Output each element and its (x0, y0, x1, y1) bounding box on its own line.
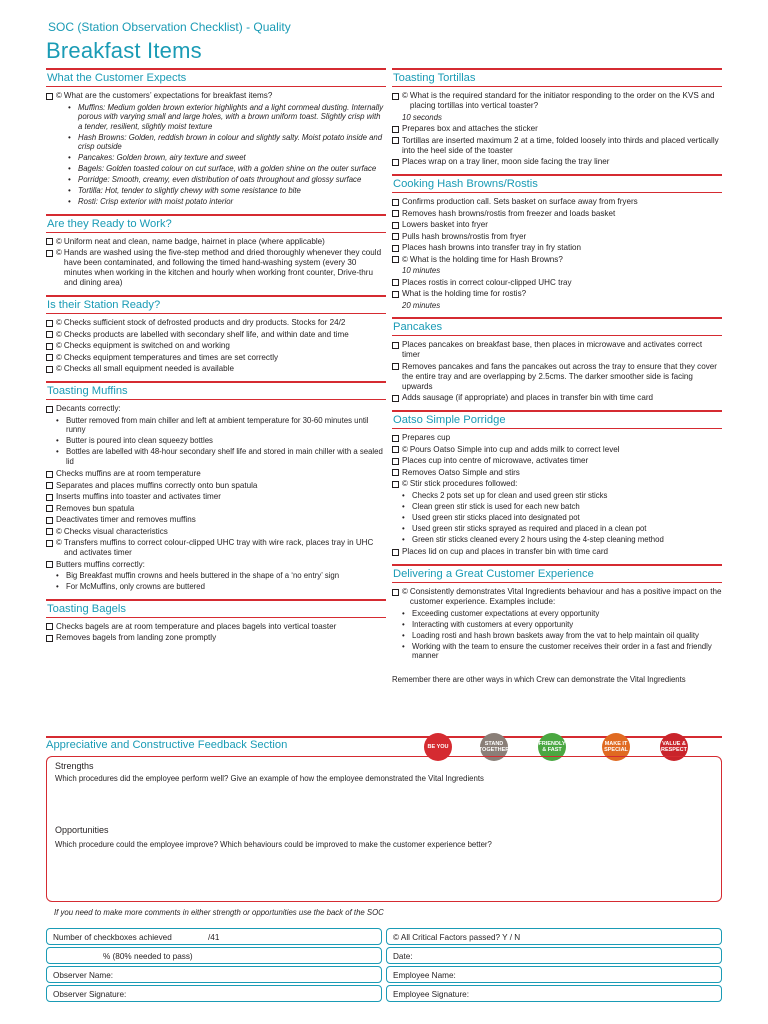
bullet-item (402, 491, 722, 501)
employee-name-label: Employee Name: (393, 971, 456, 980)
checkbox[interactable] (46, 366, 53, 373)
bullet-item (56, 436, 386, 446)
note-text: Remember there are other ways in which Crew can demonstrate the Vital Ingredients (392, 674, 686, 684)
bullet-item (68, 197, 386, 207)
checklist-item-text: What are the customers’ expectations for breakfast items? (63, 91, 273, 100)
bullet-item (402, 502, 722, 512)
checklist-item-text: Tortillas are inserted maximum 2 at a time, folded loosely into thirds and placed vertically into the heel side of the toaster (402, 135, 719, 155)
checkbox[interactable] (46, 494, 53, 501)
bullet-text: Loading rosti and hash brown baskets away from the vat to help maintain oil quality (412, 630, 699, 640)
checklist-item (46, 492, 386, 502)
bullet-text: Big Breakfast muffin crowns and heels buttered in the shape of a ‘no entry’ sign (66, 571, 340, 580)
bullet-item (68, 153, 386, 163)
checklist-item-text: Checks all small equipment needed is available (63, 364, 234, 373)
checkbox[interactable] (392, 481, 399, 488)
percent-label: % (80% needed to pass) (103, 952, 193, 961)
bullet-text: Checks 2 pots set up for clean and used green stir sticks (412, 490, 608, 500)
bullet-icon: • (402, 641, 405, 651)
critical-factor-icon: © (402, 587, 408, 596)
checkbox[interactable] (392, 342, 399, 349)
section-cooking-hash-browns-rostis (392, 174, 722, 310)
bullet-icon: • (68, 153, 71, 162)
checklist-item-text: Places pancakes on breakfast base, then places in microwave and activates correct timer (402, 340, 703, 359)
bullet-icon: • (56, 582, 59, 591)
checklist-item-text: Places hash browns into transfer tray in fry station (402, 243, 582, 252)
employee-signature-field[interactable] (386, 985, 722, 1002)
checklist-item (392, 197, 722, 207)
checklist-item-text: Places wrap on a tray liner, moon side facing the tray liner (402, 157, 610, 166)
bullet-text: Muffins: Medium golden brown exterior highlights and a light cornmeal dusting. Internally porous with varying small and large holes, with a brown uniform toast. Slightly crisp with a tender, resilient, slightly moist texture (78, 102, 384, 131)
checkboxes-achieved-field[interactable] (46, 928, 382, 945)
observer-name-label: Observer Name: (53, 971, 114, 980)
checklist-item (46, 353, 386, 363)
critical-factor-icon: © (56, 538, 62, 547)
section-is-their-station-ready- (46, 295, 386, 374)
checkbox[interactable] (392, 210, 399, 217)
checklist-item (392, 547, 722, 557)
checkbox[interactable] (46, 320, 53, 327)
badge-friendly-fast-icon: FRIENDLY & FAST (538, 733, 566, 761)
bullet-text: Rosti: Crisp exterior with moist potato interior (78, 197, 234, 206)
checklist-item-text: Checks products are labelled with secondary shelf life, and within date and time (63, 329, 349, 339)
checklist-item (392, 479, 722, 489)
checklist-item-text: Butters muffins correctly: (56, 559, 145, 569)
bullet-item (402, 524, 722, 534)
checklist-item-text: Places rostis in correct colour-clipped UHC tray (402, 277, 572, 287)
section-toasting-tortillas (392, 68, 722, 167)
section-heading: Toasting Tortillas (392, 68, 722, 87)
checkbox[interactable] (46, 406, 53, 413)
bullet-icon: • (402, 490, 405, 500)
checklist-item (46, 527, 386, 537)
page-title: Breakfast Items (46, 38, 202, 63)
checklist-item-text: Separates and places muffins correctly onto bun spatula (56, 480, 258, 490)
checkbox[interactable] (46, 238, 53, 245)
checklist-item-text: Inserts muffins into toaster and activates timer (56, 492, 221, 501)
section-heading: Pancakes (392, 317, 722, 336)
critical-factor-icon: © (402, 444, 408, 454)
checklist-item-text: Places lid on cup and places in transfer bin with time card (402, 547, 609, 556)
checklist-item-text: Transfers muffins to correct colour-clipped UHC tray with wire rack, places tray in UHC and activates timer (63, 538, 374, 557)
critical-factor-icon: © (56, 526, 62, 536)
bullet-text: Pancakes: Golden brown, airy texture and sweet (78, 153, 246, 162)
critical-factors-field[interactable] (386, 928, 722, 945)
checklist-item-text: Checks bagels are at room temperature and places bagels into vertical toaster (56, 621, 337, 631)
bullet-item (68, 164, 386, 174)
bullet-text: Green stir sticks cleaned every 2 hours using the 4-step cleaning method (412, 534, 664, 544)
section-are-they-ready-to-work- (46, 214, 386, 289)
checklist-item (392, 456, 722, 466)
section-heading: Toasting Bagels (46, 599, 386, 618)
checklist-item-text: Prepares box and attaches the sticker (402, 124, 538, 133)
critical-factor-icon: © (56, 364, 62, 373)
checkbox[interactable] (392, 458, 399, 465)
answer-text: 10 minutes (402, 266, 441, 275)
section-heading: Cooking Hash Browns/Rostis (392, 174, 722, 193)
checklist-item-text: Removes Oatso Simple and stirs (402, 467, 520, 477)
critical-factor-icon: © (56, 318, 62, 327)
bullet-text: For McMuffins, only crowns are buttered (66, 582, 205, 591)
feedback-heading: Appreciative and Constructive Feedback Section (46, 739, 288, 751)
checkbox[interactable] (392, 199, 399, 206)
bullet-text: Interacting with customers at every opportunity (412, 619, 574, 629)
checklist-item-text: Confirms production call. Sets basket on surface away from fryers (402, 197, 638, 206)
bullet-text: Tortilla: Hot, tender to slightly chewy with some resistance to bite (78, 186, 301, 195)
checkbox[interactable] (46, 635, 53, 642)
checklist-item-text: Decants correctly: (56, 404, 121, 413)
checkbox[interactable] (392, 549, 399, 556)
checklist-item (392, 157, 722, 167)
checkbox[interactable] (46, 250, 53, 257)
bullet-text: Exceeding customer expectations at every opportunity (412, 608, 600, 618)
checkbox[interactable] (392, 435, 399, 442)
checklist-item (392, 445, 722, 455)
checkbox[interactable] (46, 528, 53, 535)
bullet-list (56, 103, 386, 207)
badge-make-it-special-icon: MAKE IT SPECIAL (602, 733, 630, 761)
checkbox[interactable] (392, 589, 399, 596)
checklist-item-text: Stir stick procedures followed: (409, 479, 518, 488)
checkbox[interactable] (46, 623, 53, 630)
checklist-item-text: Pulls hash browns/rostis from fryer (402, 231, 527, 241)
critical-factor-icon: © (402, 254, 408, 264)
checkbox[interactable] (46, 505, 53, 512)
checkbox[interactable] (392, 469, 399, 476)
critical-factor-icon: © (402, 479, 408, 488)
checklist-item (46, 404, 386, 414)
employee-name-field[interactable] (386, 966, 722, 983)
checkbox[interactable] (392, 233, 399, 240)
bullet-item (402, 513, 722, 523)
bullet-item (402, 631, 722, 641)
badge-stand-together-icon: STAND TOGETHER (480, 733, 508, 761)
checklist-item-text: Lowers basket into fryer (402, 220, 488, 229)
page-subtitle: SOC (Station Observation Checklist) - Quality (48, 20, 291, 34)
checkbox[interactable] (46, 343, 53, 350)
bullet-icon: • (402, 501, 405, 511)
bullet-icon: • (68, 197, 71, 206)
bullet-icon: • (68, 102, 71, 112)
bullet-item (56, 582, 386, 592)
checklist-item (392, 243, 722, 253)
bullet-icon: • (68, 175, 71, 184)
bullet-icon: • (402, 619, 405, 629)
checkboxes-total: /41 (208, 933, 220, 942)
checklist-item-text: What is the holding time for Hash Browns? (409, 254, 563, 264)
checklist-item (392, 433, 722, 443)
bullet-list (56, 416, 386, 467)
checklist-item (392, 468, 722, 478)
section-heading: Oatso Simple Porridge (392, 410, 722, 429)
checkboxes-achieved-label: Number of checkboxes achieved (53, 933, 172, 942)
checklist-item-text: Consistently demonstrates Vital Ingredients behaviour and has a positive impact on the customer experience. Examples include: (409, 587, 722, 606)
bullet-icon: • (402, 608, 405, 618)
checklist-item-text: Prepares cup (402, 433, 451, 442)
checklist-item-text: Removes hash browns/rostis from freezer and loads basket (402, 208, 616, 218)
answer-text: 10 seconds (402, 112, 442, 122)
checklist-item (46, 560, 386, 570)
section-heading: What the Customer Expects (46, 68, 386, 87)
checkbox[interactable] (392, 256, 399, 263)
bullet-text: Working with the team to ensure the customer receives their order in a fast and friendly manner (412, 641, 712, 660)
feedback-box[interactable] (46, 756, 722, 902)
bullet-item (56, 447, 386, 466)
checkbox[interactable] (392, 137, 399, 144)
checklist-item-text: Checks muffins are at room temperature (56, 469, 201, 478)
bullet-icon: • (402, 534, 405, 544)
bullet-item (402, 535, 722, 545)
critical-factor-icon: © (56, 248, 62, 257)
bullet-text: Hash Browns: Golden, reddish brown in colour and slightly salty. Moist potato inside and crisp outside (78, 132, 383, 151)
strengths-label: Strengths (55, 761, 94, 771)
checklist-item-text: Removes bun spatula (56, 503, 135, 513)
checkbox[interactable] (46, 93, 53, 100)
critical-factor-icon: © (56, 91, 62, 100)
checklist-item (392, 91, 722, 111)
checklist-item (46, 469, 386, 479)
answer-text: 20 minutes (402, 300, 441, 310)
checklist-item (392, 136, 722, 156)
bullet-text: Bottles are labelled with 48-hour secondary shelf life and stored in main chiller with a sealed lid (66, 447, 383, 466)
checklist-item-text: Deactivates timer and removes muffins (56, 515, 196, 524)
checklist-item (392, 278, 722, 288)
bullet-item (68, 103, 386, 132)
bullet-item (402, 620, 722, 630)
checklist-item-text: Pours Oatso Simple into cup and adds milk to correct level (409, 444, 620, 454)
checklist-item (46, 504, 386, 514)
bullet-icon: • (56, 436, 59, 445)
bullet-list (56, 571, 386, 592)
bullet-icon: • (402, 523, 405, 533)
bullet-list (402, 609, 722, 661)
bullet-item (402, 609, 722, 619)
employee-signature-label: Employee Signature: (393, 990, 470, 999)
critical-factor-icon: © (56, 352, 62, 362)
checkbox[interactable] (46, 331, 53, 338)
checklist-item (392, 255, 722, 265)
checklist-item-text: Hands are washed using the five-step method and dried thoroughly whenever they could have been contaminated, and following the timed hand-washing system (every 30 minutes when working in the kitchen and hourly when working front counter, Drive-thru and dining area) (63, 248, 382, 287)
section-toasting-bagels (46, 599, 386, 644)
checkbox[interactable] (392, 363, 399, 370)
section-toasting-muffins (46, 381, 386, 592)
checklist-item-text: What is the holding time for rostis? (402, 289, 527, 298)
section-oatso-simple-porridge (392, 410, 722, 557)
critical-factor-icon: © (56, 341, 62, 350)
checklist-item (392, 220, 722, 230)
critical-factor-icon: © (56, 329, 62, 339)
checklist-item (392, 393, 722, 403)
checkbox[interactable] (46, 517, 53, 524)
bullet-item (68, 133, 386, 152)
checklist-item-text: Removes pancakes and fans the pancakes out across the tray to ensure that they cover the entire tray and are overlapping by 2.5cms. The darker smoother side is facing upwards (402, 361, 717, 391)
bullet-item (68, 186, 386, 196)
checkbox[interactable] (46, 354, 53, 361)
checklist-item-text: Places cup into centre of microwave, activates timer (402, 456, 589, 465)
checkbox[interactable] (392, 395, 399, 402)
checkbox[interactable] (392, 126, 399, 133)
checklist-item (392, 289, 722, 299)
section-heading: Delivering a Great Customer Experience (392, 564, 722, 583)
bullet-icon: • (68, 164, 71, 173)
bullet-icon: • (56, 571, 59, 580)
badge-value-respect-icon: VALUE & RESPECT (660, 733, 688, 761)
checkbox[interactable] (392, 245, 399, 252)
bullet-text: Used green stir sticks placed into designated pot (412, 512, 580, 522)
critical-factor-icon: © (402, 91, 408, 100)
strengths-question: Which procedures did the employee perform well? Give an example of how the employee demonstrated the Vital Ingredients (55, 774, 484, 783)
opportunities-label: Opportunities (55, 825, 109, 835)
checklist-item (46, 538, 386, 558)
bullet-text: Bagels: Golden toasted colour on cut surface, with a golden shine on the outer surface (78, 164, 377, 173)
left-column (46, 68, 386, 650)
feedback-footnote: If you need to make more comments in either strength or opportunities use the back of the SOC (54, 908, 384, 917)
checklist-item-text: Removes bagels from landing zone promptly (56, 633, 217, 642)
bullet-item (402, 642, 722, 661)
checkbox[interactable] (392, 291, 399, 298)
bullet-text: Clean green stir stick is used for each new batch (412, 501, 580, 511)
checklist-item (46, 318, 386, 328)
checklist-item-text: Checks sufficient stock of defrosted products and dry products. Stocks for 24/2 (63, 318, 346, 327)
checklist-item (392, 209, 722, 219)
observer-signature-label: Observer Signature: (53, 990, 127, 999)
checklist-item-text: Uniform neat and clean, name badge, hairnet in place (where applicable) (63, 236, 325, 246)
checklist-item (46, 515, 386, 525)
checkbox[interactable] (392, 279, 399, 286)
observer-name-field[interactable] (46, 966, 382, 983)
section-heading: Are they Ready to Work? (46, 214, 386, 233)
section-heading: Is their Station Ready? (46, 295, 386, 314)
opportunities-question: Which procedure could the employee improve? Which behaviours could be improved to make the customer experience better? (55, 840, 492, 849)
checklist-item (46, 237, 386, 247)
bullet-icon: • (56, 447, 59, 456)
critical-factor-icon: © (56, 236, 62, 246)
checklist-item (392, 587, 722, 607)
checklist-item (392, 340, 722, 360)
observer-signature-field[interactable] (46, 985, 382, 1002)
checklist-item-text: Checks visual characteristics (63, 526, 168, 536)
right-column (392, 68, 722, 691)
badge-be-you-icon: BE YOU (424, 733, 452, 761)
bullet-text: Porridge: Smooth, creamy, even distribution of oats throughout and glossy surface (78, 175, 362, 184)
checklist-item (46, 364, 386, 374)
checklist-item (46, 481, 386, 491)
checkbox[interactable] (46, 540, 53, 547)
checkbox[interactable] (392, 159, 399, 166)
checklist-item-text: Adds sausage (if appropriate) and places in transfer bin with time card (402, 393, 654, 402)
bullet-icon: • (402, 630, 405, 640)
date-field[interactable] (386, 947, 722, 964)
bullet-icon: • (56, 415, 59, 425)
checkbox[interactable] (46, 561, 53, 568)
percent-field[interactable] (46, 947, 382, 964)
checkbox[interactable] (46, 471, 53, 478)
bullet-item (56, 416, 386, 435)
bullet-icon: • (402, 512, 405, 522)
bullet-icon: • (68, 186, 71, 195)
checklist-item (46, 341, 386, 351)
bullet-text: Butter removed from main chiller and left at ambient temperature for 30-60 minutes until runny (66, 415, 369, 434)
critical-factors-label: © All Critical Factors passed? Y / N (393, 933, 521, 942)
bullet-text: Butter is poured into clean squeezy bottles (66, 436, 213, 445)
bullet-item (68, 175, 386, 185)
bullet-text: Used green stir sticks sprayed as required and placed in a clean pot (412, 523, 647, 533)
section-heading: Toasting Muffins (46, 381, 386, 400)
checklist-item (46, 622, 386, 632)
checklist-item (46, 330, 386, 340)
checklist-item-text: Checks equipment temperatures and times are set correctly (63, 352, 279, 362)
section-delivering-a-great-customer-experience (392, 564, 722, 684)
checklist-item-text: What is the required standard for the initiator responding to the order on the KVS and placing tortillas into vertical toaster? (409, 91, 715, 110)
section-pancakes (392, 317, 722, 403)
checklist-item (392, 124, 722, 134)
checklist-item-text: Checks equipment is switched on and working (63, 341, 230, 350)
bullet-icon: • (68, 132, 71, 142)
checklist-item (392, 362, 722, 392)
checkbox[interactable] (392, 446, 399, 453)
section-what-the-customer-expects (46, 68, 386, 207)
bullet-item (56, 571, 386, 581)
checkbox[interactable] (392, 93, 399, 100)
checklist-item (46, 91, 386, 101)
date-label: Date: (393, 952, 413, 961)
checklist-item (46, 248, 386, 288)
checkbox[interactable] (392, 222, 399, 229)
checklist-item (46, 633, 386, 643)
checklist-item (392, 232, 722, 242)
bullet-list (402, 491, 722, 545)
checkbox[interactable] (46, 482, 53, 489)
